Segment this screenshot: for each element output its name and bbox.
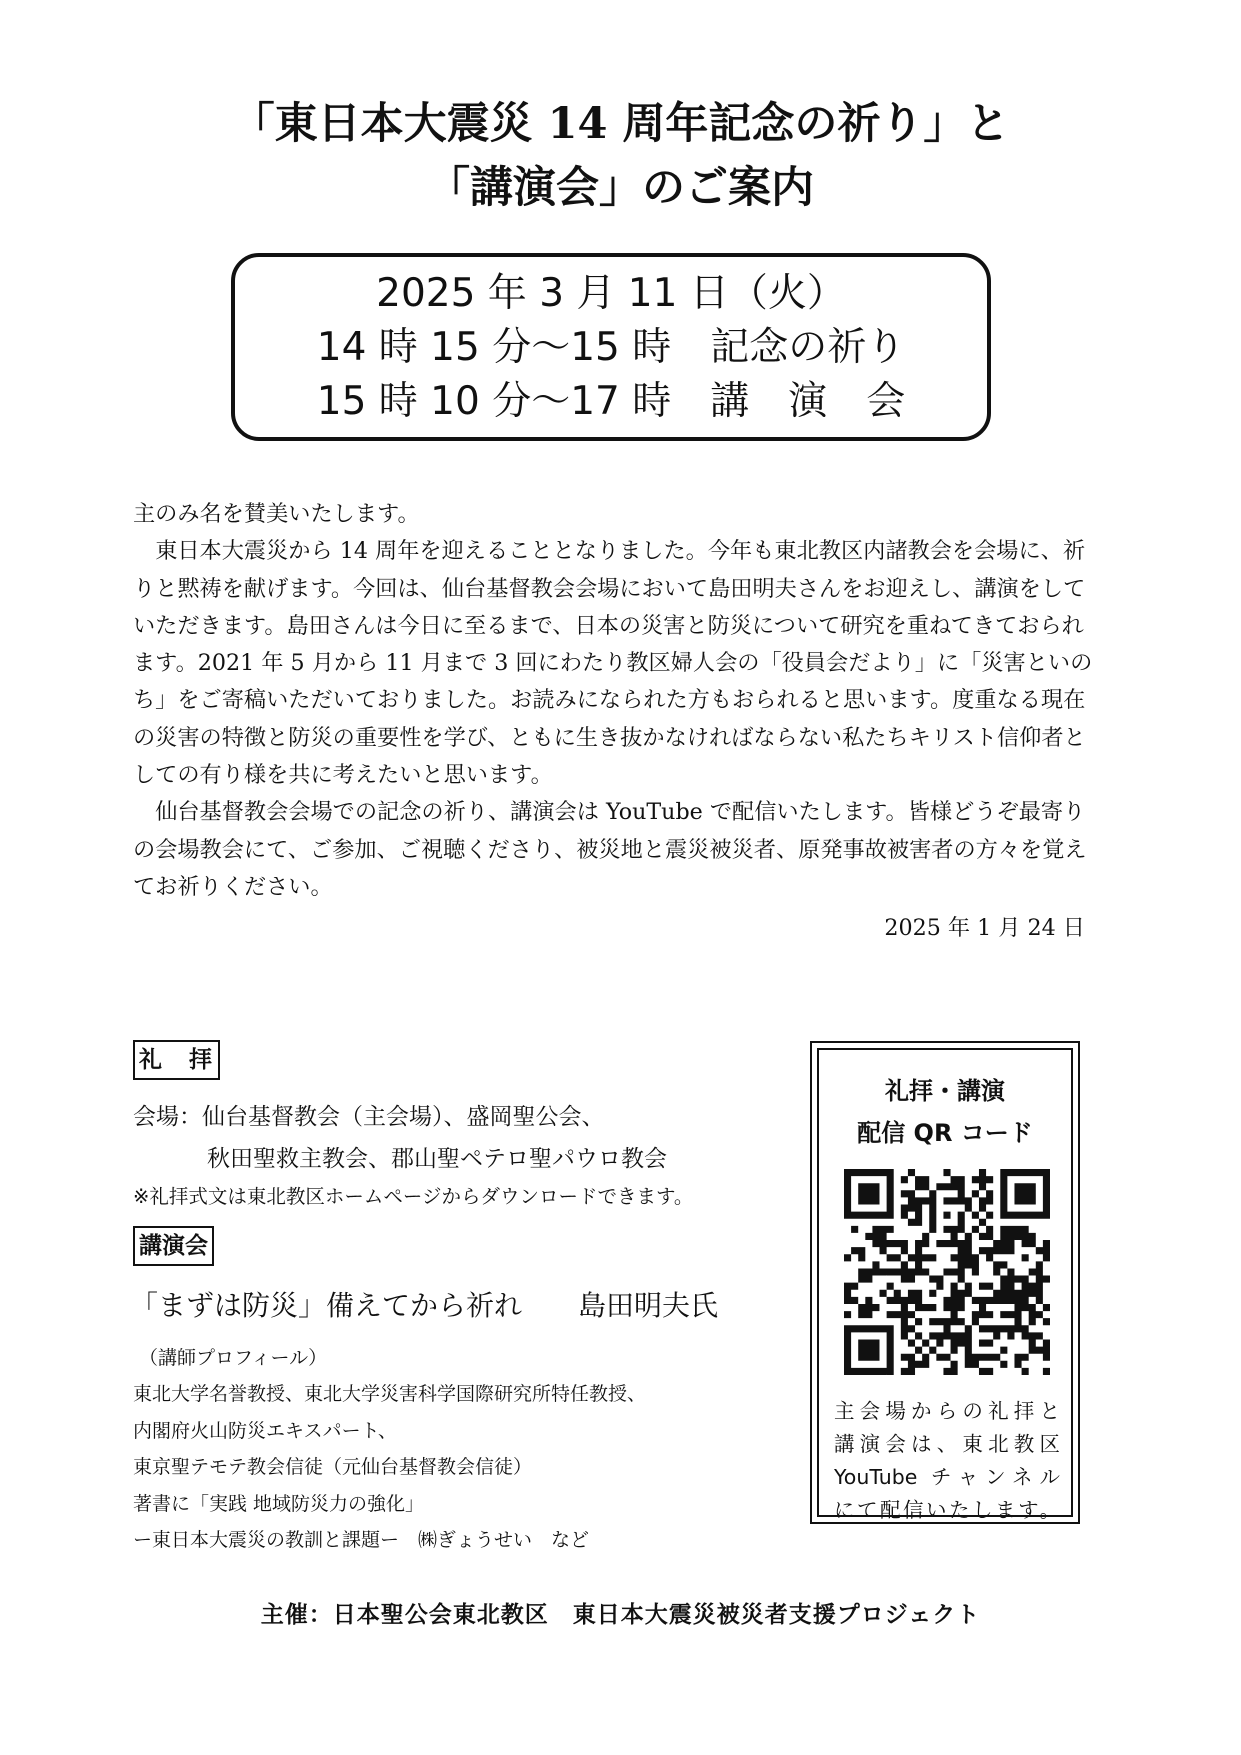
profile-line: 著書に「実践 地域防災力の強化」 [133, 1492, 425, 1515]
qr-caption-line: 講演会は、東北教区 [834, 1432, 1060, 1456]
paragraph-1: 東日本大震災から 14 周年を迎えることとなりました。今年も東北教区内諸教会を会場に、祈りと黙祷を献げます。今回は、仙台基督教会会場において島田明夫さんをお迎えし、講演をしていただきます。島田さんは今日に至るまで、日本の災害と防災について研究を重ねてきておられます。2021 年 5 月から 11 月まで 3 回にわたり教区婦人会の「役員会だより」に「災害といのち」をご寄稿いただいておりました。お読みになられた方もおられると思います。度重なる現在の災害の特徴と防災の重要性を学び、ともに生き抜かなければならない私たちキリスト信仰者としての有り様を共に考えたいと思います。 [133, 538, 1093, 789]
profile-line: ー東日本大震災の教訓と課題ー ㈱ぎょうせい など [133, 1529, 590, 1552]
organizer-footer: 主催：日本聖公会東北教区 東日本大震災被災者支援プロジェクト [260, 1602, 981, 1628]
lecture-title [130, 1284, 718, 1328]
lecture-theme: 「まずは防災」備えてから祈れ [130, 1289, 523, 1322]
qr-caption-line: 主会場からの礼拝と [834, 1399, 1060, 1423]
profile-line: 東北大学名誉教授、東北大学災害科学国際研究所特任教授、 [133, 1383, 647, 1406]
qr-heading [812, 1070, 1078, 1154]
worship-note: ※礼拝式文は東北教区ホームページからダウンロードできます。 [133, 1185, 694, 1208]
title-line-1: 「東日本大震災 14 周年記念の祈り」と [231, 99, 1010, 149]
venue-line-1: 会場：仙台基督教会（主会場）、盛岡聖公会、 [133, 1104, 605, 1130]
worship-label: 礼 拝 [133, 1040, 220, 1080]
qr-caption-line: にて配信いたします。 [834, 1498, 1060, 1522]
qr-caption [834, 1395, 1060, 1527]
qr-heading-line-1: 礼拝・講演 [885, 1077, 1005, 1105]
greeting: 主のみ名を賛美いたします。 [133, 501, 420, 527]
profile-line: 内閣府火山防災エキスパート、 [133, 1419, 397, 1442]
worship-venues [133, 1096, 793, 1180]
qr-code-icon[interactable] [844, 1169, 1050, 1375]
speaker-profile [133, 1340, 646, 1558]
lecture-label: 講演会 [133, 1226, 214, 1266]
profile-heading: （講師プロフィール） [139, 1347, 328, 1369]
announcement-text [133, 496, 1093, 948]
event-date: 2025 年 3 月 11 日（火） [376, 271, 846, 316]
issue-date: 2025 年 1 月 24 日 [884, 915, 1085, 942]
page-title [0, 92, 1241, 220]
paragraph-2: 仙台基督教会会場での記念の祈り、講演会は YouTube で配信いたします。皆様どうぞ最寄りの会場教会にて、ご参加、ご視聴くださり、被災地と震災被災者、原発事故被害者の方々を覚えてお祈りください。 [133, 799, 1087, 900]
qr-heading-line-2: 配信 QR コード [857, 1119, 1033, 1147]
lecture-time: 15 時 10 分～17 時 講 演 会 [316, 379, 906, 424]
qr-box [810, 1041, 1080, 1524]
schedule-box [231, 253, 991, 441]
speaker-name: 島田明夫氏 [578, 1289, 719, 1322]
venue-line-2: 秋田聖救主教会、郡山聖ペテロ聖パウロ教会 [207, 1146, 667, 1172]
title-line-2: 「講演会」のご案内 [427, 163, 814, 213]
qr-caption-line: YouTube チャンネル [834, 1465, 1060, 1489]
profile-line: 東京聖テモテ教会信徒（元仙台基督教会信徒） [133, 1456, 533, 1479]
prayer-time: 14 時 15 分～15 時 記念の祈り [316, 325, 906, 370]
